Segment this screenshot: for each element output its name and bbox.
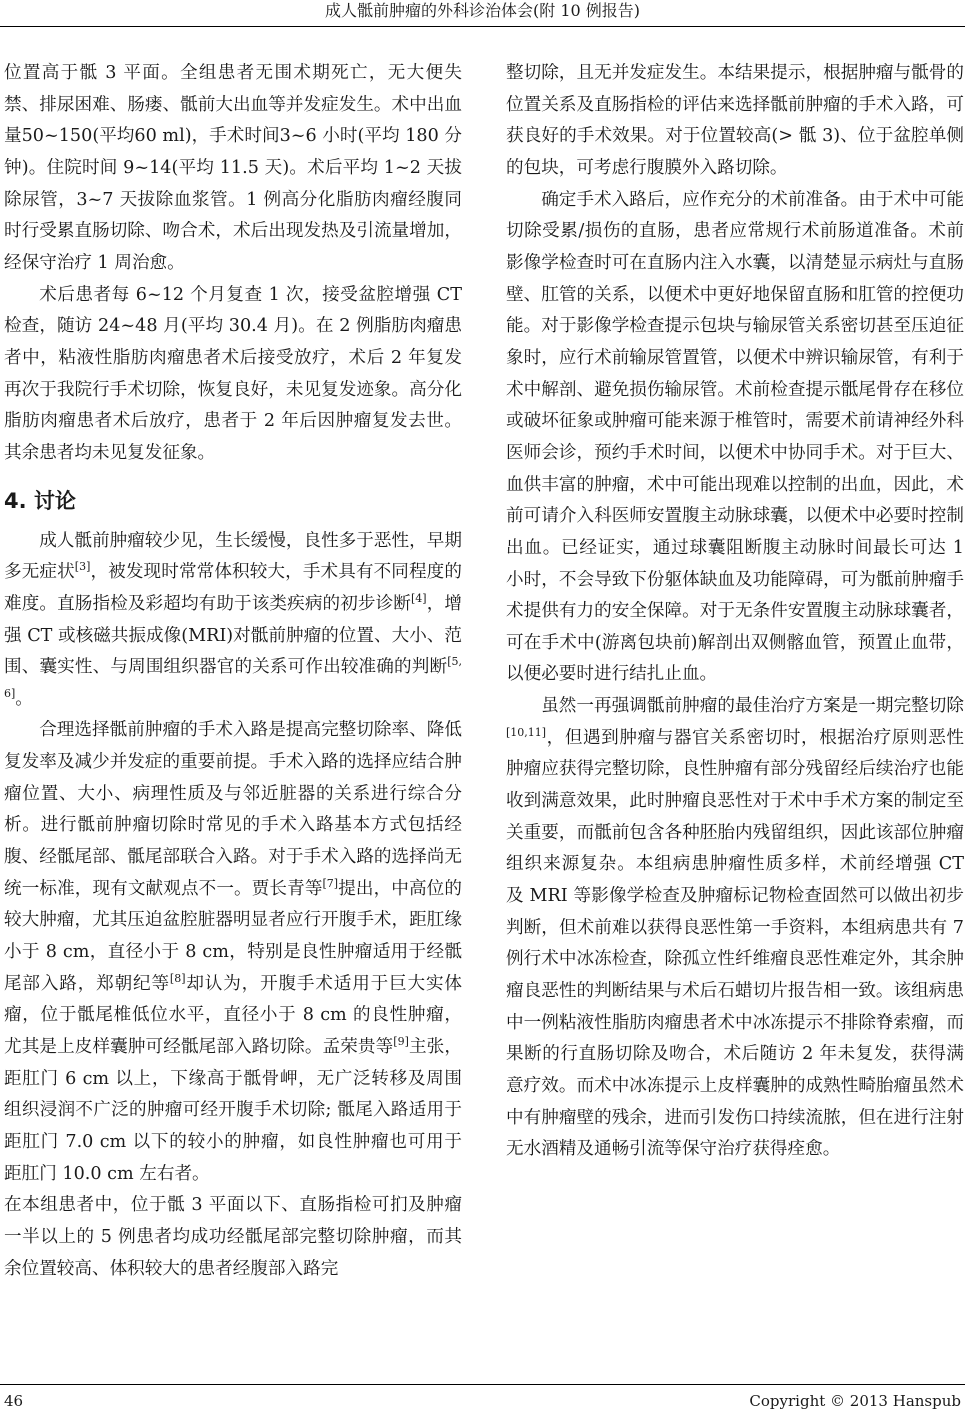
page-number: 46 bbox=[4, 1392, 24, 1410]
citation-marker: [10,11] bbox=[506, 725, 547, 739]
section-heading-discussion: 4. 讨论 bbox=[4, 488, 76, 513]
running-header bbox=[0, 0, 965, 26]
discussion-paragraph-frozen-section bbox=[506, 691, 964, 1166]
citation-marker: [7] bbox=[322, 876, 339, 890]
discussion-paragraph-diagnosis bbox=[4, 526, 462, 716]
citation-marker: [8] bbox=[169, 971, 186, 985]
citation-marker: [5,6] bbox=[4, 655, 462, 700]
citation-marker: [3] bbox=[74, 560, 91, 574]
copyright-notice: Copyright © 2013 Hanspub bbox=[749, 1392, 961, 1410]
text-run: 虽然一再强调骶前肿瘤的最佳治疗方案是一期完整切除 bbox=[541, 696, 964, 717]
footer-rule bbox=[0, 1384, 965, 1385]
results-paragraph-complications: 位置高于骶 3 平面。全组患者无围术期死亡，无大便失禁、排尿困难、肠瘘、骶前大出血等并发症发生。术中出血量50~150(平均60 ml)，手术时间3~6 小时(平均 180 分钟)。住院时间 9~14(平均 11.5 天)。术后平均 1~2 天拔除尿管，3~7 天拔除血浆管。1 例高分化脂肪肉瘤经腹同时行受累直肠切除、吻合术，术后出现发热及引流量增加，经保守治疗 1 周治愈。 bbox=[4, 63, 462, 273]
citation-marker: [9] bbox=[393, 1035, 409, 1049]
header-rule bbox=[0, 26, 965, 27]
text-run: 合理选择骶前肿瘤的手术入路是提高完整切除率、降低复发率及减少并发症的重要前提。手术入路的选择应结合肿瘤位置、大小、病理性质及与邻近脏器的关系进行综合分析。进行骶前肿瘤切除时常见的手术入路基本方式包括经腹、经骶尾部、骶尾部联合入路。对于手术入路的选择尚无统一标准，现有文献观点不一。贾长青等 bbox=[4, 720, 462, 899]
text-run: ，被发现时常常体积较大，手术具有不同程度的难度。直肠指检及彩超均有助于该类疾病的初步诊断 bbox=[4, 562, 462, 614]
text-run: 提出，中高位的较大肿瘤，尤其压迫盆腔脏器明显者应行开腹手术，距肛缘小于 8 cm，直径小于 8 cm，特别是良性肿瘤适用于经骶尾部入路，郑朝纪等 bbox=[4, 878, 462, 994]
text-run: 成人骶前肿瘤较少见，生长缓慢，良性多于恶性，早期多无症状 bbox=[4, 530, 462, 583]
running-header-title: 成人骶前肿瘤的外科诊治体会(附 10 例报告) bbox=[324, 1, 641, 20]
citation-marker: [4] bbox=[411, 591, 427, 605]
discussion-paragraph-continued: 整切除，且无并发症发生。本结果提示，根据肿瘤与骶骨的位置关系及直肠指检的评估来选择骶前肿瘤的手术入路，可获良好的手术效果。对于位置较高(> 骶 3)、位于盆腔单侧的包块，可考虑行腹膜外入路切除。 bbox=[506, 63, 964, 178]
discussion-paragraph-this-group: 在本组患者中，位于骶 3 平面以下、直肠指检可扪及肿瘤一半以上的 5 例患者均成功经骶尾部完整切除肿瘤，而其余位置较高、体积较大的患者经腹部入路完 bbox=[4, 1195, 462, 1279]
text-run: ，但遇到肿瘤与器官关系密切时，根据治疗原则恶性肿瘤应获得完整切除，良性肿瘤有部分残留经后续治疗也能收到满意效果，此时肿瘤良恶性对于术中手术方案的制定至关重要，而骶前包含各种胚胎内残留组织，因此该部位肿瘤组织来源复杂。本组病患肿瘤性质多样，术前经增强 CT 及 MRI 等影像学检查及肿瘤标记物检查固然可以做出初步判断，但术前难以获得良恶性第一手资料，本组病患共有 7 例行术中冰冻检查，除孤立性纤维瘤良恶性难定外，其余肿瘤良恶性的判断结果与术后石蜡切片报告相一致。该组病患中一例粘液性脂肪肉瘤患者术中冰冻提示不排除脊索瘤，而果断的行直肠切除及吻合，术后随访 2 年未复发，获得满意疗效。而术中冰冻提示上皮样囊肿的成熟性畸胎瘤虽然术中有肿瘤壁的残余，进而引发伤口持续流脓，但在进行注射无水酒精及通畅引流等保守治疗获得痊愈。 bbox=[506, 727, 964, 1160]
text-run: ，增强 CT 或核磁共振成像(MRI)对骶前肿瘤的位置、大小、范围、囊实性、与周围组织器官的关系可作出较准确的判断 bbox=[4, 593, 462, 678]
text-run: 主张，距肛门 6 cm 以上，下缘高于骶骨岬，无广泛转移及周围组织浸润不广泛的肿瘤可经开腹手术切除; 骶尾入路适用于距肛门 7.0 cm 以下的较小的肿瘤，如良性肿瘤也可用于距肛门 10.0 cm 左右者。 bbox=[4, 1037, 462, 1184]
text-run: 却认为，开腹手术适用于巨大实体瘤，位于骶尾椎低位水平，直径小于 8 cm 的良性肿瘤，尤其是上皮样囊肿可经骶尾部入路切除。孟荣贵等 bbox=[4, 973, 462, 1058]
left-column bbox=[4, 58, 462, 1285]
discussion-paragraph-surgical-approach bbox=[4, 715, 462, 1190]
discussion-paragraph-preoperative-prep: 确定手术入路后，应作充分的术前准备。由于术中可能切除受累/损伤的直肠，患者应常规行术前肠道准备。术前影像学检查时可在直肠内注入水囊，以清楚显示病灶与直肠壁、肛管的关系，以便术中更好地保留直肠和肛管的控便功能。对于影像学检查提示包块与输尿管关系密切甚至压迫征象时，应行术前输尿管置管，以便术中辨识输尿管，有利于术中解剖、避免损伤输尿管。术前检查提示骶尾骨存在移位或破坏征象或肿瘤可能来源于椎管时，需要术前请神经外科医师会诊，预约手术时间，以便术中协同手术。对于巨大、血供丰富的肿瘤，术中可能出现难以控制的出血，因此，术前可请介入科医师安置腹主动脉球囊，以便术中必要时控制出血。已经证实，通过球囊阻断腹主动脉时间最长可达 1 小时，不会导致下份躯体缺血及功能障碍，可为骶前肿瘤手术提供有力的安全保障。对于无条件安置腹主动脉球囊者，可在手术中(游离包块前)解剖出双侧髂血管，预置止血带，以便必要时进行结扎止血。 bbox=[506, 189, 964, 685]
text-run: 。 bbox=[15, 688, 33, 709]
results-paragraph-followup: 术后患者每 6~12 个月复查 1 次，接受盆腔增强 CT 检查，随访 24~48 月(平均 30.4 月)。在 2 例脂肪肉瘤患者中，粘液性脂肪肉瘤患者术后接受放疗，术后 2 年复发再次于我院行手术切除，恢复良好，未见复发迹象。高分化脂肪肉瘤患者术后放疗，患者于 2 年后因肿瘤复发去世。其余患者均未见复发征象。 bbox=[4, 284, 462, 463]
right-column bbox=[506, 58, 964, 1166]
